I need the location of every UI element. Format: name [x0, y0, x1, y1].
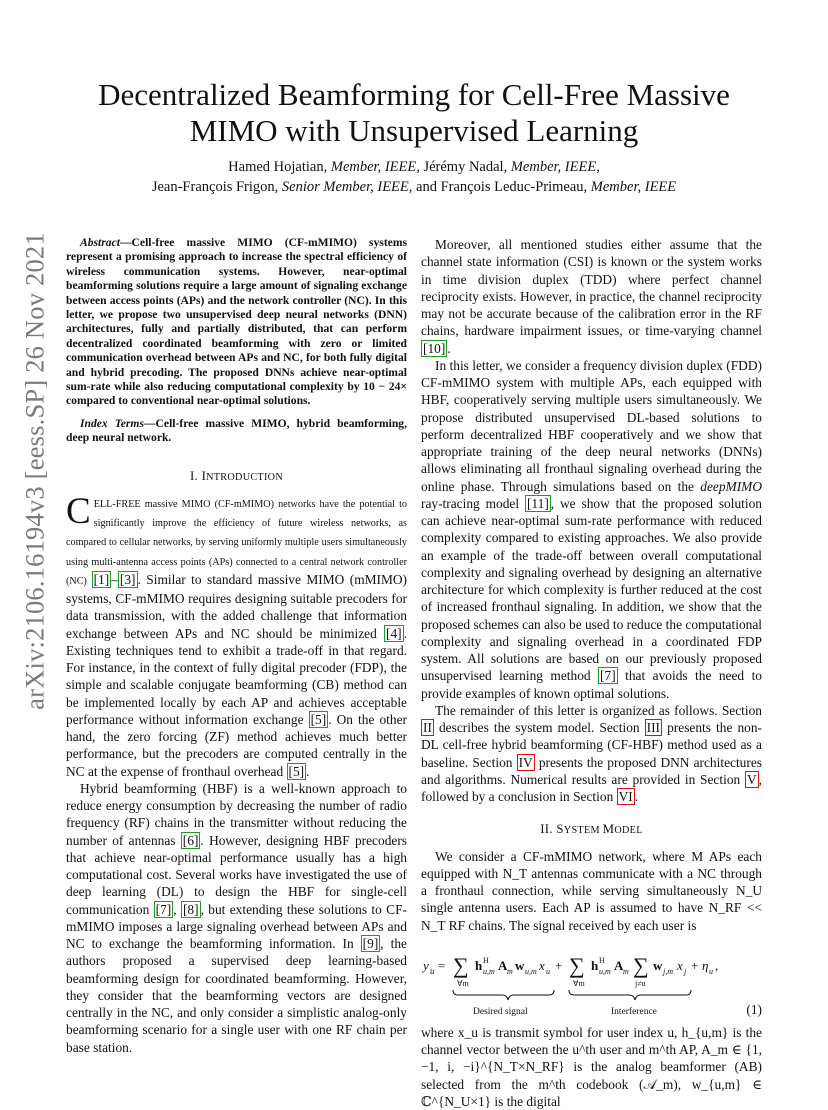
arxiv-identifier: arXiv:2106.16194v3 [eess.SP] 26 Nov 2021 [19, 231, 50, 710]
svg-text:∀m: ∀m [573, 978, 585, 988]
intro-paragraph-2: Hybrid beamforming (HBF) is a well-known approach to reduce energy consumption by decreasing the number of radio frequency (RF) chains in the transmitter without reducing the number of antennas [6] . However, designing HBF precoders that achieve near-optimal performance usually has a high computational cost. Several works have investigated the use of deep learning (DL) to design the HBF for single-cell communication [7] , [8] , but extending these solutions to CF-mMIMO imposes a large signaling overhead between APs and NC to exchange the beamforming information. In [9] , the authors proposed a supervised deep learning-based beamforming design for coordinated beamforming. However, they consider that the beamforming vectors are designed centrally in the NC, and only consider a simplistic analog-only beamforming scenario for a single user with one RF chain per base station. [66, 780, 408, 1055]
right-paragraph-1: Moreover, all mentioned studies either assume that the channel state information (CSI) is known or the system works in time division duplex (TDD) where perfect channel reciprocity exists. However, in practice, the channel reciprocity may not be accurate because of the calibration error in the RF chains, hardware impairment issues, or time-varying channel [10] . [421, 237, 762, 356]
citation-link[interactable]: [10] [423, 340, 446, 356]
svg-text:u,m: u,m [525, 966, 537, 976]
svg-text:∑: ∑ [633, 952, 649, 978]
svg-text:∑: ∑ [569, 952, 585, 978]
right-column [421, 236, 762, 1110]
citation-link[interactable]: [1] [93, 571, 110, 587]
svg-text:H: H [599, 955, 605, 965]
svg-text:u: u [709, 966, 713, 976]
svg-text:w: w [653, 957, 663, 973]
equation-1 [421, 940, 762, 1022]
svg-text:u: u [546, 966, 550, 976]
citation-link[interactable]: [4] [386, 625, 402, 641]
citation-link[interactable]: [6] [182, 832, 199, 848]
svg-text:j: j [684, 966, 687, 976]
paper-title: Decentralized Beamforming for Cell-Free Massive MIMO with Unsupervised Learning [98, 77, 730, 148]
system-model-paragraph: We consider a CF-mMIMO network, where M APs each equipped with N_T antennas communicate with a NC through a fronthaul connection, while serving simultaneously N_U single antenna users. Each AP is assumed to have N_RF << N_T RF chains. The signal received by each user is [421, 848, 762, 933]
citation-link[interactable]: [3] [119, 571, 136, 587]
svg-text:H: H [483, 955, 489, 965]
svg-text:+: + [555, 957, 563, 973]
section-link[interactable]: IV [518, 754, 533, 770]
svg-text:x: x [539, 957, 545, 973]
svg-text:A: A [614, 957, 624, 973]
svg-text:m: m [623, 966, 629, 976]
abstract: Abstract—Cell-free massive MIMO (CF-mMIMO) systems represent a promising approach to increase the spectral efficiency of wireless communication systems. However, near-optimal beamforming solutions require a large amount of signaling exchange between access points (APs) and the network controller (NC). In this letter, we propose two unsupervised deep neural networks (DNN) architectures, fully and partially distributed, that can perform decentralized coordinated beamforming with zero or limited communication overhead between APs and NC, for both fully digital and hybrid precoding. The proposed DNNs achieve near-optimal sum-rate while also reducing computational complexity by 10 − 24× compared to conventional near-optimal solutions. [66, 236, 407, 408]
left-column [66, 236, 407, 1056]
section-link[interactable]: III [646, 720, 661, 735]
section-link[interactable]: II [423, 720, 432, 735]
svg-text:j≠u: j≠u [635, 978, 646, 988]
right-paragraph-2: In this letter, we consider a frequency division duplex (FDD) CF-mMIMO system with multiple APs, each equipped with HBF, cooperatively serving multiple users simultaneously. We propose distributed unsupervised DL-based solutions to perform decentralized HBF cooperatively and we show that appropriate training of the deep neural networks (DNNs) allows eliminating all fronthaul signaling overhead during the online phase. Through simulations based on the deepMIMO ray-tracing model [11] , we show that the proposed solution can achieve near-optimal sum-rate performance with reduced complexity compared to existing approaches. We also provide an example of the trade-off between overall computational complexity and signaling overhead by designing an alternative architecture for which complexity is further reduced at the cost of increased fronthaul signaling. In addition, we show that the proposed schemes can also be used to reduce the computational complexity and signaling overhead in a coordinated FDP system. All solutions are based on our previously proposed unsupervised learning method [7] that avoids the need to provide examples of known optimal solutions. [421, 357, 762, 701]
svg-text:y: y [423, 957, 429, 973]
svg-text:x: x [677, 957, 683, 973]
svg-text:A: A [498, 957, 508, 973]
svg-text:∀m: ∀m [457, 978, 469, 988]
equation-number: (1) [746, 1001, 762, 1017]
svg-text:∑: ∑ [453, 952, 469, 978]
svg-text:,: , [715, 957, 719, 973]
equation-label-desired-signal: Desired signal [473, 1006, 528, 1017]
equation-explanation-paragraph: where x_u is transmit symbol for user index u, h_{u,m} is the channel vector between the u^th user and m^th AP, A_m ∈ {1, −1, i, −i}^{N_T×N_RF} is the analog beamformer (AB) selected from the m^th codebook (𝒜_m), w_{u,m} ∈ ℂ^{N_U×1} is the digital [421, 1024, 762, 1109]
intro-paragraph-1: CELL-FREE massive MIMO (CF-mMIMO) networks have the potential to significantly improve the efficiency of future wireless networks, as compared to cellular networks, by serving uniformly multiple users simultaneously using multi-antenna access points (APs) connected to a central network controller (NC) [1] – [3] . Similar to standard massive MIMO (mMIMO) systems, CF-mMIMO requires designing suitable precoders for data transmission, with the added challenge that information exchange between APs and NC should be minimized [4] . Existing techniques tend to exhibit a trade-off in that regard. For instance, in the context of fully digital precoder (FDP), the simple and scalable conjugate beamforming (CB) method can be implemented locally by each AP and achieves acceptable performance without information exchange [5] . On the other hand, the zero forcing (ZF) method achieves much better performance, but the precoders are computed centrally in the NC at the expense of fronthaul overhead [5] . [66, 490, 408, 779]
drop-cap: C [66, 490, 91, 532]
citation-link[interactable]: [11] [526, 495, 549, 511]
section-heading-system-model: II. SYSTEM MODEL [540, 822, 643, 837]
index-terms: Index Terms—Cell-free massive MIMO, hybrid beamforming, deep neural network. [66, 416, 407, 445]
svg-text:=: = [438, 957, 446, 973]
svg-text:+: + [691, 957, 699, 973]
equation-label-interference: Interference [611, 1006, 657, 1017]
section-link[interactable]: VI [618, 789, 633, 804]
citation-link[interactable]: [9] [362, 936, 379, 952]
citation-link[interactable]: [5] [310, 711, 327, 727]
author-list: Hamed Hojatian, Member, IEEE, Jérémy Nadal, Member, IEEE, Jean-François Frigon, Senior Member, IEEE, and François Leduc-Primeau, Member, IEEE [151, 159, 677, 195]
citation-link[interactable]: [7] [600, 668, 616, 684]
citation-link[interactable]: [8] [182, 901, 199, 917]
section-heading-introduction: I. INTRODUCTION [190, 468, 283, 483]
svg-text:u: u [430, 965, 435, 976]
citation-link[interactable]: [5] [288, 763, 305, 779]
svg-text:u,m: u,m [483, 966, 495, 976]
svg-text:u,m: u,m [599, 966, 611, 976]
citation-link[interactable]: [7] [155, 901, 172, 917]
svg-text:w: w [515, 957, 525, 973]
right-paragraph-3: The remainder of this letter is organized as follows. Section II describes the system model. Section III presents the non-DL cell-free hybrid beamforming (CF-HBF) method used as a baseline. Section IV presents the proposed DNN architectures and algorithms. Numerical results are provided in Section V , followed by a conclusion in Section VI . [421, 702, 762, 804]
svg-text:m: m [507, 966, 513, 976]
svg-text:h: h [591, 957, 599, 973]
svg-text:η: η [702, 957, 709, 973]
svg-text:h: h [475, 957, 483, 973]
section-link[interactable]: V [746, 771, 757, 787]
svg-text:j,m: j,m [663, 966, 673, 976]
